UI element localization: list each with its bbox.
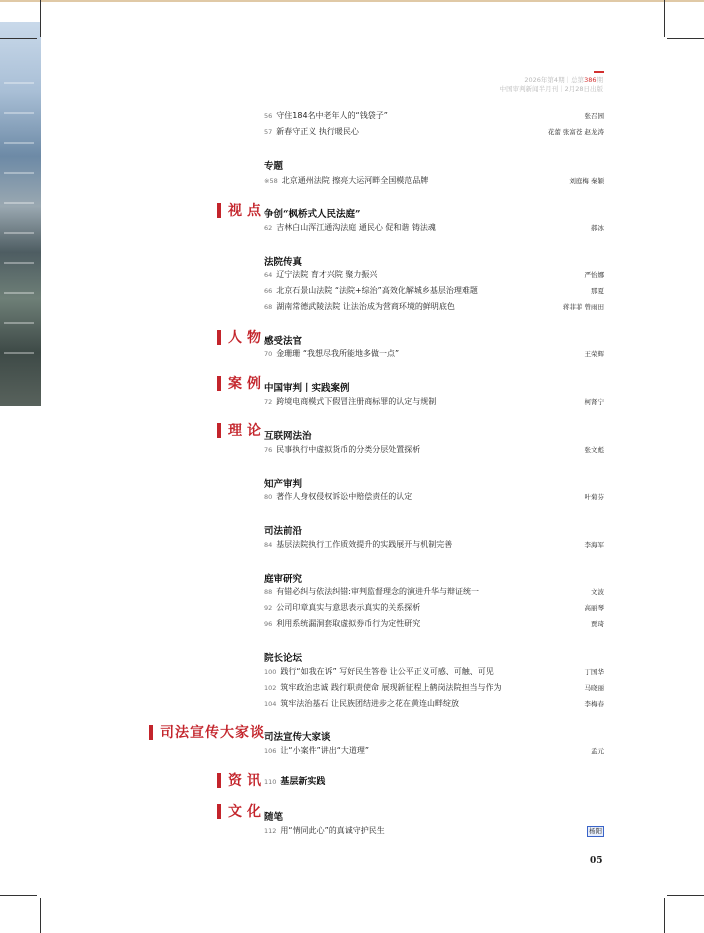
top-rule bbox=[0, 0, 704, 2]
toc-entry[interactable] bbox=[264, 586, 604, 598]
section-person-label: 人物 bbox=[228, 330, 266, 346]
section-culture-label: 文化 bbox=[228, 804, 266, 820]
section-news-label: 资讯 bbox=[228, 773, 266, 789]
section-view-label: 视点 bbox=[228, 203, 266, 219]
entry-page: 57 bbox=[264, 128, 273, 136]
toc-entry[interactable] bbox=[264, 444, 604, 456]
entry-author: 李海军 bbox=[584, 541, 604, 549]
toc-entry[interactable] bbox=[264, 539, 604, 551]
toc-entry[interactable] bbox=[264, 110, 604, 122]
page-number: 05 bbox=[590, 856, 603, 866]
entry-title: 湖南常德武陵法院 让法治成为营商环境的鲜明底色 bbox=[276, 302, 455, 311]
issue-suffix: 期 bbox=[596, 76, 603, 84]
entry-author: 刘庭梅 秦颖 bbox=[569, 177, 604, 185]
entry-author: 张文彪 bbox=[584, 446, 604, 454]
entry-title: 筑牢法治基石 让民族团结进步之花在黄连山畔绽放 bbox=[280, 699, 459, 708]
entry-title: 守住184名中老年人的“钱袋子” bbox=[276, 111, 388, 120]
issue-number: 386 bbox=[584, 76, 597, 84]
entry-page: 104 bbox=[264, 700, 277, 708]
toc-entry[interactable] bbox=[264, 825, 604, 837]
entry-page: 102 bbox=[264, 684, 277, 692]
entry-page: 56 bbox=[264, 112, 273, 120]
entry-author: 花蕾 张富苍 赵龙涛 bbox=[547, 128, 604, 136]
column-moving: 感受法官 bbox=[264, 336, 303, 347]
toc-entry[interactable] bbox=[264, 301, 604, 313]
toc-entry[interactable] bbox=[264, 698, 604, 710]
entry-page: 68 bbox=[264, 303, 273, 311]
entry-author: 王荣辉 bbox=[584, 350, 604, 358]
entry-page: 100 bbox=[264, 668, 277, 676]
toc-entry[interactable] bbox=[264, 348, 604, 360]
entry-page: 80 bbox=[264, 493, 273, 501]
section-case-label: 案例 bbox=[228, 376, 266, 392]
entry-title: 有错必纠与依法纠错:审判监督理念的演进升华与辩证统一 bbox=[276, 587, 479, 596]
entry-title: 北京石景山法院 “法院+综治”高效化解城乡基层治理难题 bbox=[276, 286, 478, 295]
entry-page: 76 bbox=[264, 446, 273, 454]
column-special: 专题 bbox=[264, 161, 284, 172]
entry-title: 践行“如我在诉” 写好民生答卷 让公平正义可感、可触、可见 bbox=[280, 667, 494, 676]
entry-author: 严怡娜 bbox=[584, 271, 604, 279]
entry-author: 丁国华 bbox=[584, 668, 604, 676]
entry-title: 北京通州法院 擦亮大运河畔全国模范品牌 bbox=[281, 176, 429, 185]
toc-entry[interactable] bbox=[264, 602, 604, 614]
toc-entry[interactable] bbox=[264, 745, 604, 757]
entry-author: 叶菊芬 bbox=[584, 493, 604, 501]
toc-entry[interactable] bbox=[264, 269, 604, 281]
toc-entry[interactable] bbox=[264, 618, 604, 630]
column-internet: 互联网法治 bbox=[264, 431, 312, 442]
entry-page: 72 bbox=[264, 398, 273, 406]
entry-author: 高丽琴 bbox=[584, 604, 604, 612]
section-person bbox=[217, 329, 266, 345]
column-essay: 随笔 bbox=[264, 812, 284, 823]
entry-page: 70 bbox=[264, 350, 273, 358]
toc-entry[interactable] bbox=[264, 776, 604, 788]
entry-author: 那夏 bbox=[591, 287, 604, 295]
entry-title: 金珊珊 “我想尽我所能地多做一点” bbox=[276, 349, 400, 358]
section-culture bbox=[217, 803, 266, 819]
toc-entry[interactable] bbox=[264, 285, 604, 297]
entry-author: 孟元 bbox=[591, 747, 604, 755]
entry-page: 64 bbox=[264, 271, 273, 279]
entry-title: 利用系统漏洞套取虚拟券币行为定性研究 bbox=[276, 619, 421, 628]
entry-title: 辽宁法院 育才兴院 聚力振兴 bbox=[276, 270, 378, 279]
toc-entry[interactable] bbox=[264, 491, 604, 503]
column-fengqiao: 争创“枫桥式人民法庭” bbox=[264, 209, 361, 220]
column-ip: 知产审判 bbox=[264, 479, 303, 490]
toc-entry[interactable] bbox=[264, 126, 604, 138]
issue-prefix: 2026年第4期｜总第 bbox=[524, 76, 585, 84]
column-china-trial: 中国审判丨实践案例 bbox=[264, 383, 350, 394]
publication-line: 中国审判新闻半月刊｜2月28日出版 bbox=[499, 85, 603, 93]
toc-entry[interactable] bbox=[264, 682, 604, 694]
section-theory bbox=[217, 422, 266, 438]
entry-title: 基层法院执行工作质效提升的实践展开与机制完善 bbox=[276, 540, 453, 549]
entry-author: 李梅春 bbox=[584, 700, 604, 708]
entry-page: 62 bbox=[264, 224, 273, 232]
entry-page: 66 bbox=[264, 287, 273, 295]
column-president: 院长论坛 bbox=[264, 653, 303, 664]
column-court-legend: 法院传真 bbox=[264, 257, 303, 268]
entry-title: 新春守正义 执行暖民心 bbox=[276, 127, 359, 136]
entry-page: 112 bbox=[264, 827, 277, 835]
column-trial-study: 庭审研究 bbox=[264, 574, 303, 585]
entry-title: 筑牢政治忠诚 践行职责使命 展现新征程上鹤岗法院担当与作为 bbox=[280, 683, 502, 692]
entry-title: 著作人身权侵权诉讼中赔偿责任的认定 bbox=[276, 492, 413, 501]
toc-entry[interactable] bbox=[264, 666, 604, 678]
toc-entry[interactable] bbox=[264, 396, 604, 408]
entry-title: 吉林白山浑江通沟法庭 通民心 促和谐 铸法魂 bbox=[276, 223, 436, 232]
toc-entry[interactable] bbox=[264, 222, 604, 234]
header-accent bbox=[594, 71, 604, 73]
entry-page: 88 bbox=[264, 588, 273, 596]
entry-title: 让“小案件”讲出“大道理” bbox=[280, 746, 369, 755]
section-news bbox=[217, 772, 266, 788]
column-judicial-talk: 司法宣传大家谈 bbox=[264, 732, 331, 743]
entry-author: 贾琦 bbox=[591, 620, 604, 628]
entry-title: 民事执行中虚拟货币的分类分层处置探析 bbox=[276, 445, 421, 454]
entry-page: ※58 bbox=[264, 177, 278, 185]
entry-author-highlighted: 杨阳 bbox=[589, 827, 602, 835]
entry-page: 84 bbox=[264, 541, 273, 549]
entry-page: 96 bbox=[264, 620, 273, 628]
entry-title: 公司印章真实与意思表示真实的关系探析 bbox=[276, 603, 421, 612]
entry-author: 文波 bbox=[591, 588, 604, 596]
entry-title: 基层新实践 bbox=[280, 777, 326, 787]
section-judicial bbox=[149, 724, 265, 740]
entry-author: 张召园 bbox=[584, 112, 604, 120]
entry-author: 马晓丽 bbox=[584, 684, 604, 692]
toc-entry[interactable] bbox=[264, 175, 604, 187]
issue-line bbox=[524, 76, 603, 84]
section-theory-label: 理论 bbox=[228, 423, 266, 439]
entry-page: 110 bbox=[264, 778, 277, 786]
section-case bbox=[217, 375, 266, 391]
entry-author: 柯肾宁 bbox=[584, 398, 604, 406]
entry-author: 蒋菲菲 曾雨田 bbox=[562, 303, 604, 311]
column-frontier: 司法前沿 bbox=[264, 526, 303, 537]
building-photo-strip bbox=[0, 22, 41, 406]
entry-page: 106 bbox=[264, 747, 277, 755]
section-view bbox=[217, 202, 266, 218]
section-judicial-label: 司法宣传大家谈 bbox=[160, 725, 265, 741]
entry-title: 跨境电商模式下假冒注册商标罪的认定与规制 bbox=[276, 397, 437, 406]
entry-title: 用“情同此心”的真诚守护民生 bbox=[280, 826, 385, 835]
entry-page: 92 bbox=[264, 604, 273, 612]
entry-author: 郝冰 bbox=[591, 224, 604, 232]
